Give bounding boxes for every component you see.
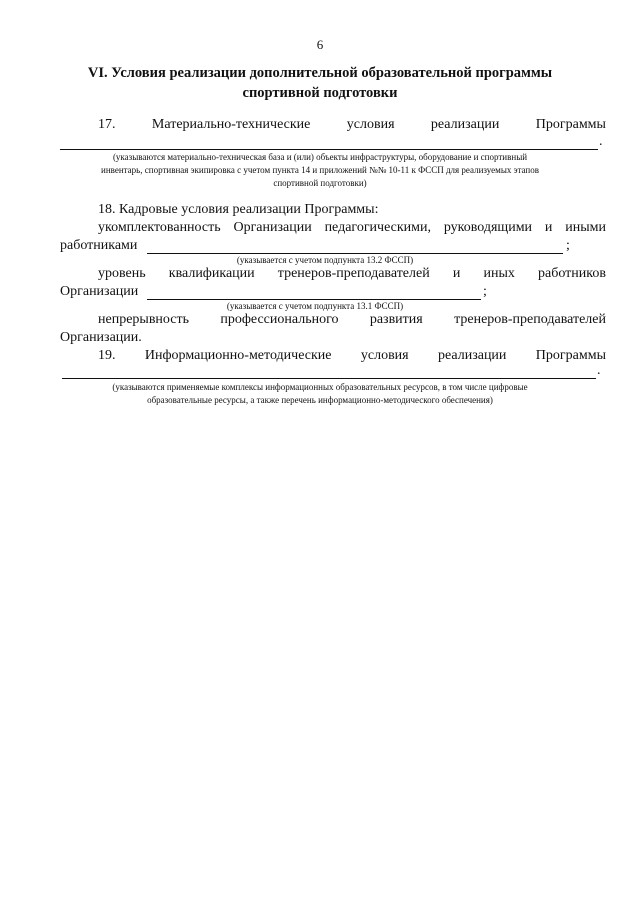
item19-fill-line xyxy=(62,378,596,379)
development-word: развития xyxy=(369,312,423,327)
development-continuation: Организации. xyxy=(60,330,142,345)
section-title-line2: спортивной подготовки xyxy=(242,85,398,101)
item17-end-mark: . xyxy=(599,134,603,149)
qualification-line xyxy=(98,266,606,282)
qualification-word: уровень xyxy=(98,266,146,281)
item19-word: Программы xyxy=(535,348,606,363)
item17-hint-line1: (указываются материально-техническая база и (или) объекты инфраструктуры, оборудование и спортивный xyxy=(112,152,528,162)
item17-word: Программы xyxy=(535,117,606,132)
staffing-word: иными xyxy=(565,220,606,235)
staffing-word: укомплектованность xyxy=(98,220,221,235)
item19-hint-line1: (указываются применяемые комплексы информационных образовательных ресурсов, в том числе цифровые xyxy=(112,382,528,392)
development-word: профессионального xyxy=(220,312,339,327)
staffing-word: педагогическими, xyxy=(324,220,432,235)
item19-word: Информационно-методические xyxy=(144,348,332,363)
qualification-end-mark: ; xyxy=(483,284,487,299)
page-number: 6 xyxy=(316,37,324,52)
item17-line xyxy=(98,117,606,133)
staffing-word: Организации xyxy=(233,220,312,235)
item19-line xyxy=(98,348,606,364)
development-line xyxy=(98,312,606,328)
staffing-word: руководящими xyxy=(443,220,533,235)
qualification-continuation: Организации xyxy=(60,284,139,299)
qualification-hint: (указывается с учетом подпункта 13.1 ФССП) xyxy=(226,301,404,311)
item19-word: реализации xyxy=(438,348,507,363)
item17-word: 17. xyxy=(98,117,116,132)
item18-heading: 18. Кадровые условия реализации Программы: xyxy=(98,202,379,217)
staffing-line xyxy=(98,220,606,236)
development-word: тренеров-преподавателей xyxy=(454,312,606,327)
staffing-hint: (указывается с учетом подпункта 13.2 ФССП) xyxy=(236,255,414,265)
qualification-word: квалификации xyxy=(168,266,255,281)
item17-word: реализации xyxy=(430,117,500,132)
qualification-word: работников xyxy=(538,266,606,281)
item19-word: условия xyxy=(360,348,409,363)
qualification-word: иных xyxy=(483,266,515,281)
item17-word: условия xyxy=(346,117,395,132)
section-title-line1: VI. Условия реализации дополнительной образовательной программы xyxy=(87,65,553,81)
qualification-word: и xyxy=(452,266,461,281)
staffing-continuation: работниками xyxy=(60,238,138,253)
qualification-word: тренеров-преподавателей xyxy=(277,266,430,281)
item19-hint-line2: образовательные ресурсы, а также перечень информационно-методического обеспечения) xyxy=(147,395,493,405)
item19-end-mark: . xyxy=(597,363,601,378)
item17-fill-line xyxy=(60,149,598,150)
staffing-end-mark: ; xyxy=(566,238,570,253)
item17-word: Материально-технические xyxy=(151,117,311,132)
item17-hint-line2: инвентарь, спортивная экипировка с учетом пункта 14 и приложений №№ 10-11 к ФССП для реализуемых этапов xyxy=(101,165,539,175)
item19-word: 19. xyxy=(98,348,116,363)
item17-hint-line3: спортивной подготовки) xyxy=(273,178,367,188)
development-word: непрерывность xyxy=(98,312,189,327)
staffing-word: и xyxy=(544,220,553,235)
